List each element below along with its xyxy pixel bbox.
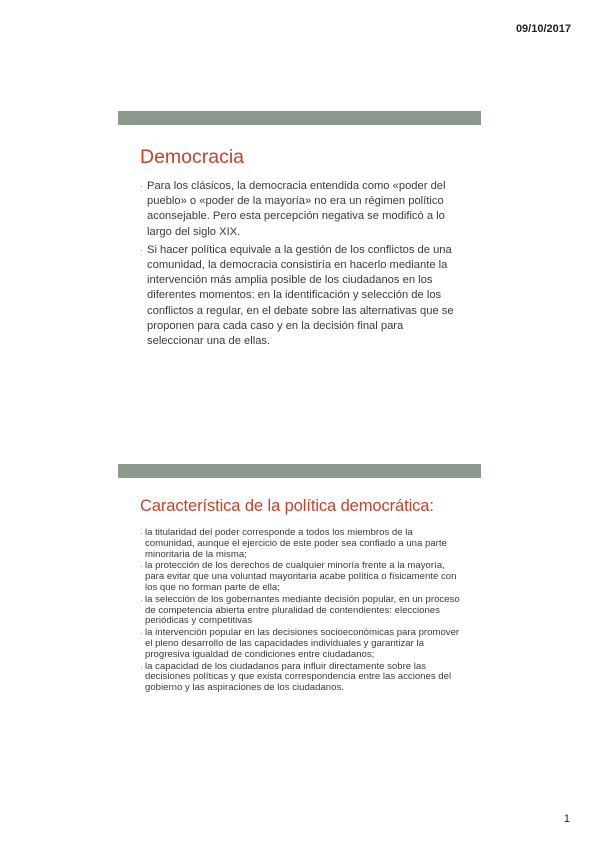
bullet-icon: · [140, 594, 143, 605]
bullet-item [140, 179, 460, 240]
bullet-item [140, 662, 460, 694]
page-number: 1 [563, 813, 570, 825]
bullet-text: la protección de los derechos de cualquier minoría frente a la mayoría, para evitar que una voluntad mayoritaria acabe política o físicamente con los que no forman parte de ella; [145, 560, 457, 593]
bullet-icon: · [140, 528, 143, 538]
bullet-text: la intervención popular en las decisiones socioeconómicas para promover el pleno desarrollo de las capacidades individuales y garantizar la progresiva igualdad de condiciones entre ciudadanos; [145, 627, 460, 660]
bullet-text: Si hacer política equivale a la gestión de los conflictos de una comunidad, la democracia consistiría en hacerlo mediante la intervención más amplia posible de los ciudadanos en los diferentes momentos: en la identificación y selección de los conflictos a regular, en el debate sobre las alternativas que se proponen para cada caso y en la decisión final para seleccionar una de ellas. [147, 243, 454, 348]
bullet-item [140, 595, 460, 627]
slide-title: Democracia [140, 146, 245, 168]
bullet-icon: · [140, 661, 143, 672]
bullet-item [140, 628, 460, 660]
slide-header-bar [118, 464, 481, 478]
bullet-icon: · [140, 244, 143, 255]
slide-header-bar [118, 111, 481, 125]
bullet-item [140, 528, 460, 560]
bullet-text: Para los clásicos, la democracia entendida como «poder del pueblo» o «poder de la mayoría» no era un régimen político aconsejable. Pero esta percepción negativa se modificó a lo largo del siglo XIX. [147, 180, 446, 238]
bullet-text: la titularidad del poder corresponde a todos los miembros de la comunidad, aunque el ejercicio de este poder sea confiado a una parte minoritaria de la misma; [145, 527, 447, 560]
bullet-icon: · [140, 561, 143, 572]
bullet-text: la capacidad de los ciudadanos para influir directamente sobre las decisiones políticas y que exista correspondencia entre las acciones del gobierno y las aspiraciones de los ciudadanos. [145, 660, 452, 694]
bullet-item [140, 243, 460, 349]
slide-caracteristica [118, 464, 481, 695]
bullet-icon: · [140, 181, 143, 191]
bullet-icon: · [140, 628, 143, 639]
bullet-text: la selección de los gobernantes mediante decisión popular, en un proceso de competencia abierta entre pluralidad de contendientes: elecciones periódicas y competitivas [145, 593, 460, 627]
bullet-list [140, 528, 460, 694]
slide-title: Característica de la política democrática: [140, 497, 434, 515]
bullet-list [140, 179, 460, 349]
header-date: 09/10/2017 [515, 23, 571, 35]
bullet-item [140, 561, 460, 593]
slide-democracia [118, 111, 481, 352]
